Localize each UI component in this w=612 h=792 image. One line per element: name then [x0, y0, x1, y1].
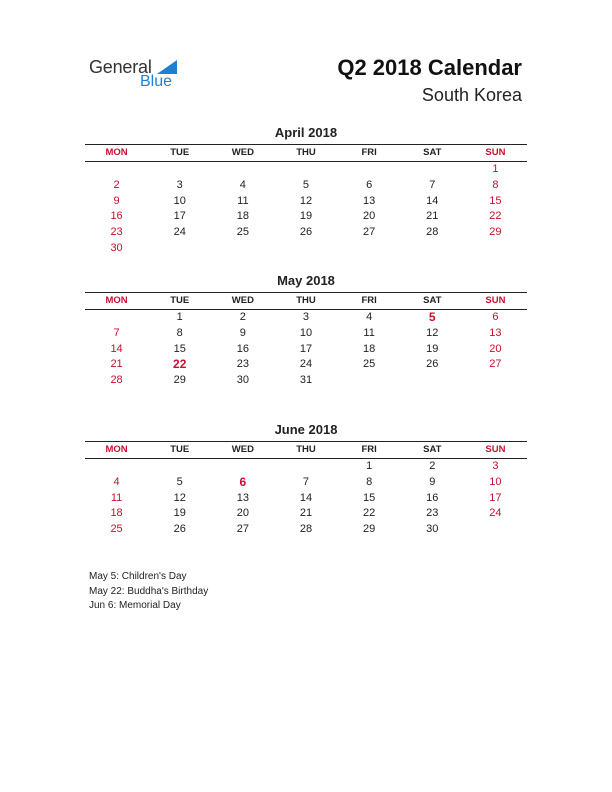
calendar-date: 29	[489, 226, 502, 239]
weekday-fri: FRI	[361, 295, 377, 306]
calendar-date: 1	[366, 460, 373, 472]
weekday-sun: SUN	[485, 444, 506, 455]
calendar-date: 14	[426, 194, 439, 207]
day-grid	[85, 162, 527, 257]
calendar-date: 11	[237, 194, 249, 207]
calendar-date: 3	[492, 460, 499, 472]
calendar-date: 23	[236, 358, 249, 371]
calendar-date: 10	[299, 326, 313, 339]
month-april	[85, 124, 527, 257]
calendar-date: 20	[236, 507, 249, 520]
calendar-date: 15	[489, 194, 502, 207]
calendar-date: 27	[489, 358, 502, 371]
calendar-date: 22	[489, 210, 502, 223]
weekday-wed: WED	[231, 147, 254, 158]
empty-cell	[211, 459, 274, 475]
calendar-date: 23	[426, 507, 439, 520]
calendar-date: 11	[363, 326, 375, 339]
calendar-date: 4	[366, 311, 373, 323]
weekday-tue: TUE	[170, 444, 190, 455]
calendar-date: 21	[299, 507, 313, 520]
calendar-date: 8	[492, 178, 499, 191]
calendar-date: 23	[110, 226, 123, 239]
month-title: April 2018	[274, 125, 338, 140]
calendar-date: 7	[302, 475, 310, 488]
calendar-date: 2	[113, 178, 120, 191]
calendar-date: 18	[363, 342, 376, 355]
calendar-date: 19	[426, 342, 439, 355]
day-grid	[85, 310, 527, 389]
empty-cell	[85, 162, 148, 178]
calendar-date: 5	[302, 178, 310, 191]
logo-triangle-icon	[157, 60, 177, 74]
page-title: Q2 2018 Calendar	[337, 55, 522, 80]
calendar-date: 21	[426, 210, 439, 223]
holiday-notes	[89, 570, 208, 614]
calendar-date: 30	[236, 374, 249, 387]
calendar-date: 14	[110, 342, 123, 355]
calendar-date: 25	[110, 523, 123, 536]
calendar-date: 12	[173, 491, 186, 504]
weekday-mon: MON	[105, 444, 128, 455]
calendar-date: 21	[110, 358, 123, 371]
calendar-date: 13	[363, 194, 376, 207]
calendar-date: 27	[236, 523, 249, 536]
calendar-date: 6	[366, 178, 373, 191]
empty-cell	[85, 459, 148, 475]
calendar-date: 25	[236, 226, 249, 239]
weekday-mon: MON	[105, 147, 128, 158]
empty-cell	[274, 459, 337, 475]
calendar-date: 28	[110, 374, 123, 387]
calendar-date: 28	[299, 523, 313, 536]
logo-text-blue: Blue	[140, 73, 173, 90]
calendar-date: 15	[363, 491, 376, 504]
weekday-thu: THU	[296, 444, 316, 455]
weekday-tue: TUE	[170, 147, 190, 158]
logo-text-general: General	[89, 57, 152, 77]
calendar-date: 12	[426, 326, 439, 339]
calendar-date: 3	[302, 311, 310, 323]
weekday-tue: TUE	[170, 295, 190, 306]
calendar-date: 9	[429, 475, 436, 488]
empty-cell	[338, 162, 401, 178]
holiday-note: May 22: Buddha's Birthday	[89, 585, 209, 597]
calendar-date: 16	[110, 210, 123, 223]
calendar-date: 11	[110, 491, 123, 504]
calendar-date: 25	[363, 358, 376, 371]
holiday-note: Jun 6: Memorial Day	[89, 600, 181, 611]
calendar-date: 24	[173, 226, 186, 239]
calendar-date: 16	[426, 491, 439, 504]
weekday-header	[85, 144, 527, 162]
calendar-date: 15	[173, 342, 186, 355]
month-may	[85, 272, 527, 389]
calendar-date: 24	[299, 358, 313, 371]
calendar-date: 20	[363, 210, 376, 223]
calendar-date: 17	[173, 210, 186, 223]
calendar-date: 16	[236, 342, 249, 355]
calendar-date: 9	[239, 326, 246, 339]
calendar-date: 18	[236, 210, 249, 223]
month-title: May 2018	[277, 273, 335, 288]
month-june	[85, 421, 527, 538]
calendar-date: 28	[426, 226, 439, 239]
calendar-date: 7	[113, 326, 120, 339]
calendar-date: 13	[489, 326, 502, 339]
calendar-date: 18	[110, 507, 123, 520]
calendar-date: 9	[113, 194, 120, 207]
weekday-thu: THU	[296, 147, 316, 158]
calendar-date: 2	[239, 311, 246, 323]
calendar-date: 4	[113, 475, 120, 488]
weekday-sat: SAT	[423, 147, 442, 158]
calendar-date: 10	[173, 194, 186, 207]
weekday-sat: SAT	[423, 444, 442, 455]
calendar-date: 29	[173, 374, 186, 387]
weekday-wed: WED	[231, 295, 254, 306]
empty-cell	[148, 459, 211, 475]
calendar-date: 10	[489, 475, 502, 488]
weekday-fri: FRI	[361, 147, 377, 158]
calendar-date: 7	[429, 178, 436, 191]
calendar-date: 26	[426, 358, 439, 371]
calendar-date: 3	[176, 178, 183, 191]
weekday-header	[85, 441, 527, 459]
calendar-date: 8	[176, 326, 183, 339]
calendar-date: 5	[176, 475, 183, 488]
empty-cell	[85, 310, 148, 326]
calendar-date: 1	[176, 311, 183, 323]
calendar-date: 4	[239, 178, 246, 191]
day-grid	[85, 459, 527, 538]
calendar-date: 30	[110, 241, 123, 254]
empty-cell	[211, 162, 274, 178]
calendar-date: 19	[173, 507, 186, 520]
empty-cell	[401, 162, 464, 178]
calendar-date: 30	[426, 523, 439, 536]
empty-cell	[148, 162, 211, 178]
calendar-date: 26	[299, 226, 313, 239]
weekday-mon: MON	[105, 295, 128, 306]
calendar-date: 22	[363, 507, 376, 520]
weekday-sun: SUN	[485, 295, 506, 306]
weekday-thu: THU	[296, 295, 316, 306]
calendar-date: 6	[492, 311, 499, 323]
holiday-date: 5	[428, 310, 436, 324]
generalblue-logo	[89, 57, 189, 97]
calendar-date: 2	[429, 460, 436, 472]
holiday-date: 22	[173, 357, 187, 372]
calendar-date: 26	[173, 523, 186, 536]
calendar-date: 8	[366, 475, 373, 488]
calendar-date: 27	[363, 226, 376, 239]
weekday-wed: WED	[231, 444, 254, 455]
calendar-date: 14	[299, 491, 313, 504]
weekday-header	[85, 292, 527, 310]
calendar-date: 1	[492, 163, 499, 175]
empty-cell	[274, 162, 337, 178]
calendar-date: 12	[299, 194, 313, 207]
calendar-date: 24	[489, 507, 502, 520]
calendar-date: 31	[299, 374, 313, 387]
holiday-date: 6	[239, 474, 247, 489]
calendar-date: 17	[299, 342, 313, 355]
calendar-date: 20	[489, 342, 502, 355]
weekday-sun: SUN	[485, 147, 506, 158]
weekday-fri: FRI	[361, 444, 377, 455]
holiday-note: May 5: Children's Day	[89, 571, 187, 582]
country-name: South Korea	[421, 85, 522, 105]
calendar-date: 13	[236, 491, 249, 504]
calendar-date: 17	[489, 491, 502, 504]
weekday-sat: SAT	[423, 295, 442, 306]
calendar-date: 29	[363, 523, 376, 536]
calendar-date: 19	[299, 210, 313, 223]
month-title: June 2018	[274, 422, 338, 437]
